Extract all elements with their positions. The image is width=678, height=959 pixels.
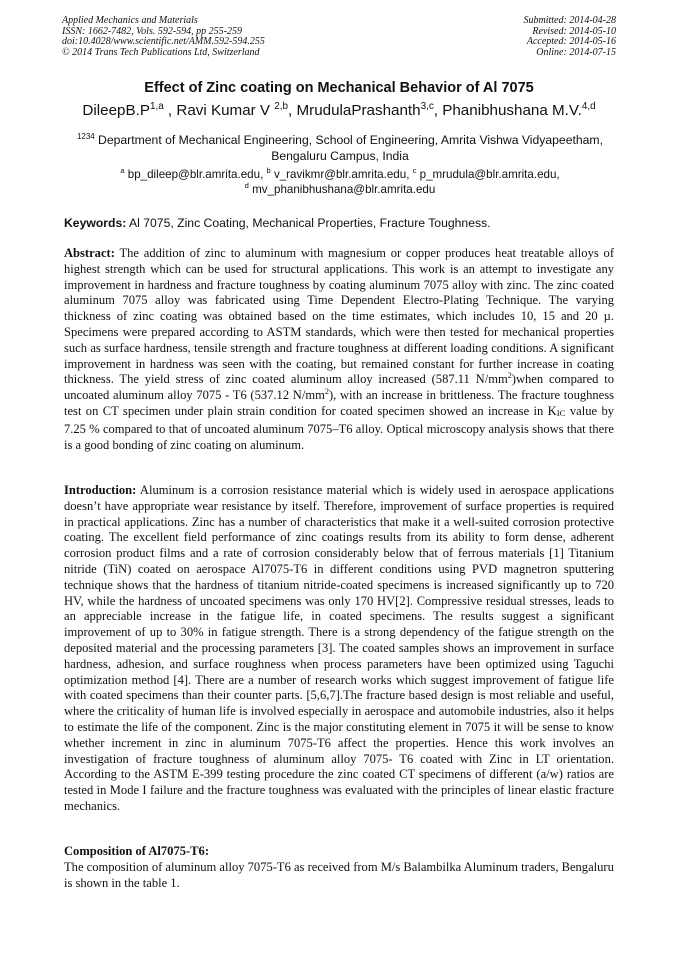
- author-sep: ,: [163, 102, 177, 119]
- doi-line: doi:10.4028/www.scientific.net/AMM.592-594.255: [62, 36, 265, 48]
- author-sep: ,: [433, 102, 443, 119]
- accepted-date: Accepted: 2014-05-16: [526, 36, 616, 48]
- email-sup: d: [244, 180, 249, 190]
- author-name: Ravi Kumar V: [176, 102, 275, 119]
- keywords-label: Keywords:: [64, 216, 127, 230]
- email-address: v_ravikmr@blr.amrita.edu,: [270, 168, 413, 181]
- author-sup: 3,c: [420, 100, 434, 112]
- copyright-line: © 2014 Trans Tech Publications Ltd, Switzerland: [62, 46, 260, 58]
- keywords: [64, 216, 624, 230]
- author-sup: 4,d: [581, 100, 596, 112]
- author-sup: 1,a: [149, 100, 164, 112]
- abstract-text: value by 7.25 % compared to that of uncoated aluminum 7075–T6 alloy. Optical microscopy analysis shows that there is a good bonding of zinc coating on aluminum.: [64, 403, 614, 452]
- email-sup: b: [266, 166, 271, 176]
- affiliation: [66, 132, 614, 164]
- kic-sub: IC: [556, 407, 566, 418]
- email-address: bp_dileep@blr.amrita.edu,: [124, 168, 267, 181]
- revised-date: Revised: 2014-05-10: [532, 25, 616, 37]
- introduction: [64, 483, 614, 815]
- affiliation-text: Department of Mechanical Engineering, School of Engineering, Amrita Vishwa Vidyapeetham, Bengaluru Campus, India: [94, 133, 603, 163]
- abstract-text: The addition of zinc to aluminum with magnesium or copper produces heat treatable alloys of highest strength which can be used for structural applications. This work is an attempt to investigate any improvement in hardness and fracture toughness by coating aluminum 7075 alloy with zinc. The zinc coated aluminum 7075 alloy was fabricated using Time Dependent Electro-Plating Technique. The varying thickness of zinc coating was obtained based on the time estimates, which includes 10, 15 and 20 µ. Specimens were prepared according to ASTM standards, which were then tested for mechanical properties such as surface hardness, tensile strength and fracture toughness at different loading conditions. A significant improvement in hardness was seen with the coating, but remained constant for further increase in coating thickness. The yield stress of zinc coated aluminum alloy increased (587.11 N/mm: [64, 246, 614, 387]
- header-right: [524, 16, 617, 58]
- email-address: mv_phanibhushana@blr.amrita.edu: [248, 182, 436, 196]
- author-name: Phanibhushana M.V.: [442, 102, 582, 119]
- email-list: [66, 168, 614, 197]
- unit-sup: 2: [324, 387, 329, 396]
- email-sup: a: [120, 166, 125, 176]
- author-list: [0, 102, 678, 119]
- introduction-text: Aluminum is a corrosion resistance material which is widely used in aerospace applications doesn’t have appropriate wear resistance by itself. Therefore, improvement of surface properties is required in practical applications. Zinc has a number of characteristics that make it a well-suited corrosion protective coating. The excellent field performance of zinc coatings results from its ability to form dense, adherent corrosion product films and a rate of corrosion considerably below that of ferrous materials [1] Titanium nitride (TiN) coated on aerospace Al7075-T6 in different conditions using PVD magnetron sputtering technique shows that the hardness of titanium nitride-coated specimens is increased significantly up to 720 HV, while the hardness of uncoated specimens was only 170 HV[2]. Compressive residual stresses, leads to an appreciable increase in the fatigue life, in coated specimens. The results suggest a significant improvement of up to 30% in fatigue strength. There is a strong dependency of the fatigue strength on the deposited material and the processing parameters [3]. The coated samples shows an improvement in surface hardness, adhesion, and surface roughness when process parameters have been optimized using Taguchi optimization method [4]. There are a number of research works which suggest improvement of fatigue life with coated specimens than their counter parts. [5,6,7].The fracture based design is most reliable and useful, where the criticality of human life is involved especially in aerospace and automobile industries, also it helps to estimate the life of the component. Zinc is the major constituting element in 7075 it will be sense to know whether increment in zinc in aluminum 7075-T6 affect the properties. Hence this work involves an investigation of fracture toughness of aluminum alloy 7075- T6 coated with Zinc in LT orientation. According to the ASTM E-399 testing procedure the zinc coated CT specimens of different (a/w) ratios are tested in Mode I failure and the fracture toughness was evaluated with the principles of linear elastic fracture mechanics.: [64, 483, 614, 813]
- paper-title: Effect of Zinc coating on Mechanical Behavior of Al 7075: [144, 80, 534, 96]
- author-name: DileepB.P: [82, 102, 150, 119]
- unit-sup: 2: [507, 371, 512, 381]
- issn-line: ISSN: 1662-7482, Vols. 592-594, pp 255-259: [62, 25, 242, 37]
- abstract: [64, 246, 614, 453]
- author-sep: ,: [288, 102, 293, 119]
- affiliation-sup: 1234: [77, 131, 95, 141]
- keywords-text: Al 7075, Zinc Coating, Mechanical Properties, Fracture Toughness.: [126, 216, 491, 230]
- online-date: Online: 2014-07-15: [536, 46, 616, 58]
- composition-heading: Composition of Al7075-T6:: [64, 844, 209, 858]
- composition-text: The composition of aluminum alloy 7075-T6 as received from M/s Balambilka Aluminum traders, Bengaluru is shown in the table 1.: [64, 860, 614, 890]
- introduction-label: Introduction:: [64, 483, 137, 497]
- header-left: [62, 16, 265, 58]
- email-address: p_mrudula@blr.amrita.edu,: [416, 168, 560, 181]
- journal-header: [62, 16, 616, 58]
- email-sup: c: [412, 166, 417, 176]
- abstract-text: )when compared to uncoated aluminum alloy 7075 - T6 (537.12 N/mm: [64, 372, 614, 403]
- submitted-date: Submitted: 2014-04-28: [523, 15, 616, 26]
- author-sup: 2,b: [274, 100, 289, 112]
- abstract-text: ), with an increase in brittleness. The fracture toughness test on CT specimen under plain strain condition for coated specimen showed an increase in K: [64, 388, 614, 418]
- abstract-label: Abstract:: [64, 246, 115, 260]
- journal-name: Applied Mechanics and Materials: [62, 15, 198, 26]
- author-name: MrudulaPrashanth: [296, 102, 421, 119]
